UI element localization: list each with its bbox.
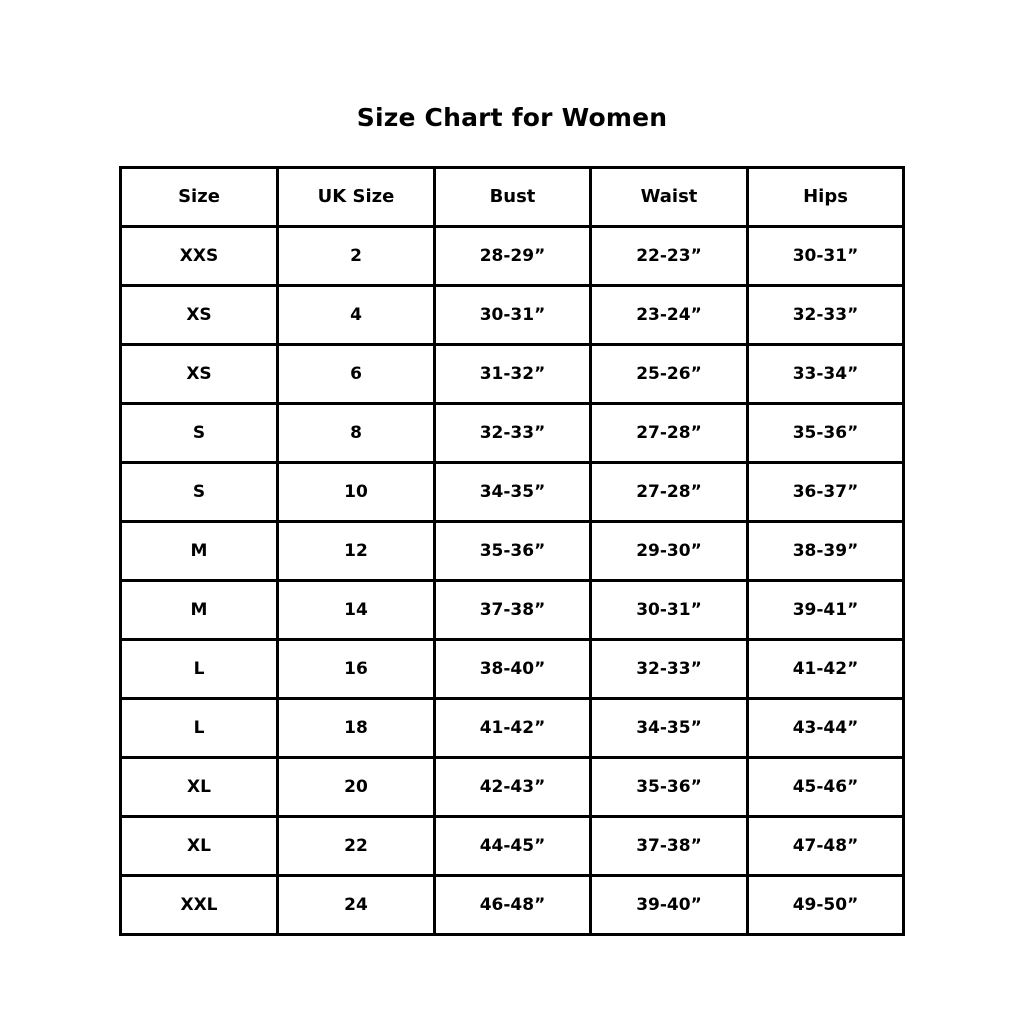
cell-uk-size: 22 <box>278 817 435 876</box>
cell-waist: 30-31” <box>591 581 748 640</box>
table-row <box>121 817 904 876</box>
table-row <box>121 699 904 758</box>
page-title: Size Chart for Women <box>356 103 668 132</box>
cell-uk-size: 12 <box>278 522 435 581</box>
cell-waist: 25-26” <box>591 345 748 404</box>
cell-hips: 36-37” <box>748 463 904 522</box>
cell-hips: 45-46” <box>748 758 904 817</box>
cell-bust: 42-43” <box>435 758 591 817</box>
cell-bust: 34-35” <box>435 463 591 522</box>
cell-bust: 30-31” <box>435 286 591 345</box>
cell-bust: 31-32” <box>435 345 591 404</box>
cell-waist: 29-30” <box>591 522 748 581</box>
column-header-size: Size <box>121 168 278 227</box>
cell-size: XL <box>121 758 278 817</box>
cell-hips: 49-50” <box>748 876 904 935</box>
table-row <box>121 345 904 404</box>
cell-bust: 32-33” <box>435 404 591 463</box>
cell-waist: 22-23” <box>591 227 748 286</box>
cell-waist: 39-40” <box>591 876 748 935</box>
cell-uk-size: 16 <box>278 640 435 699</box>
cell-bust: 37-38” <box>435 581 591 640</box>
cell-waist: 35-36” <box>591 758 748 817</box>
cell-hips: 30-31” <box>748 227 904 286</box>
cell-hips: 33-34” <box>748 345 904 404</box>
cell-waist: 34-35” <box>591 699 748 758</box>
cell-size: XS <box>121 345 278 404</box>
column-header-waist: Waist <box>591 168 748 227</box>
cell-size: S <box>121 404 278 463</box>
cell-size: S <box>121 463 278 522</box>
cell-hips: 32-33” <box>748 286 904 345</box>
table-row <box>121 876 904 935</box>
table-row <box>121 758 904 817</box>
cell-bust: 28-29” <box>435 227 591 286</box>
cell-size: XXS <box>121 227 278 286</box>
cell-size: XXL <box>121 876 278 935</box>
table-row <box>121 463 904 522</box>
cell-size: M <box>121 522 278 581</box>
column-header-hips: Hips <box>748 168 904 227</box>
cell-hips: 43-44” <box>748 699 904 758</box>
cell-bust: 35-36” <box>435 522 591 581</box>
cell-hips: 35-36” <box>748 404 904 463</box>
table-header <box>121 168 904 227</box>
cell-bust: 46-48” <box>435 876 591 935</box>
cell-hips: 38-39” <box>748 522 904 581</box>
cell-uk-size: 8 <box>278 404 435 463</box>
cell-uk-size: 18 <box>278 699 435 758</box>
size-chart-table-container <box>119 166 902 936</box>
column-header-bust: Bust <box>435 168 591 227</box>
table-row <box>121 404 904 463</box>
cell-waist: 27-28” <box>591 463 748 522</box>
cell-uk-size: 24 <box>278 876 435 935</box>
table-row <box>121 522 904 581</box>
cell-bust: 38-40” <box>435 640 591 699</box>
cell-uk-size: 4 <box>278 286 435 345</box>
cell-waist: 27-28” <box>591 404 748 463</box>
cell-waist: 23-24” <box>591 286 748 345</box>
cell-size: XL <box>121 817 278 876</box>
cell-bust: 44-45” <box>435 817 591 876</box>
cell-bust: 41-42” <box>435 699 591 758</box>
cell-uk-size: 6 <box>278 345 435 404</box>
cell-waist: 37-38” <box>591 817 748 876</box>
cell-uk-size: 2 <box>278 227 435 286</box>
cell-uk-size: 10 <box>278 463 435 522</box>
cell-uk-size: 14 <box>278 581 435 640</box>
cell-hips: 41-42” <box>748 640 904 699</box>
cell-size: XS <box>121 286 278 345</box>
table-row <box>121 227 904 286</box>
cell-uk-size: 20 <box>278 758 435 817</box>
size-chart-table <box>119 166 905 936</box>
table-header-row <box>121 168 904 227</box>
table-body <box>121 227 904 935</box>
cell-waist: 32-33” <box>591 640 748 699</box>
cell-size: L <box>121 640 278 699</box>
table-row <box>121 286 904 345</box>
cell-size: M <box>121 581 278 640</box>
cell-hips: 47-48” <box>748 817 904 876</box>
table-row <box>121 640 904 699</box>
cell-hips: 39-41” <box>748 581 904 640</box>
table-row <box>121 581 904 640</box>
cell-size: L <box>121 699 278 758</box>
column-header-uk-size: UK Size <box>278 168 435 227</box>
